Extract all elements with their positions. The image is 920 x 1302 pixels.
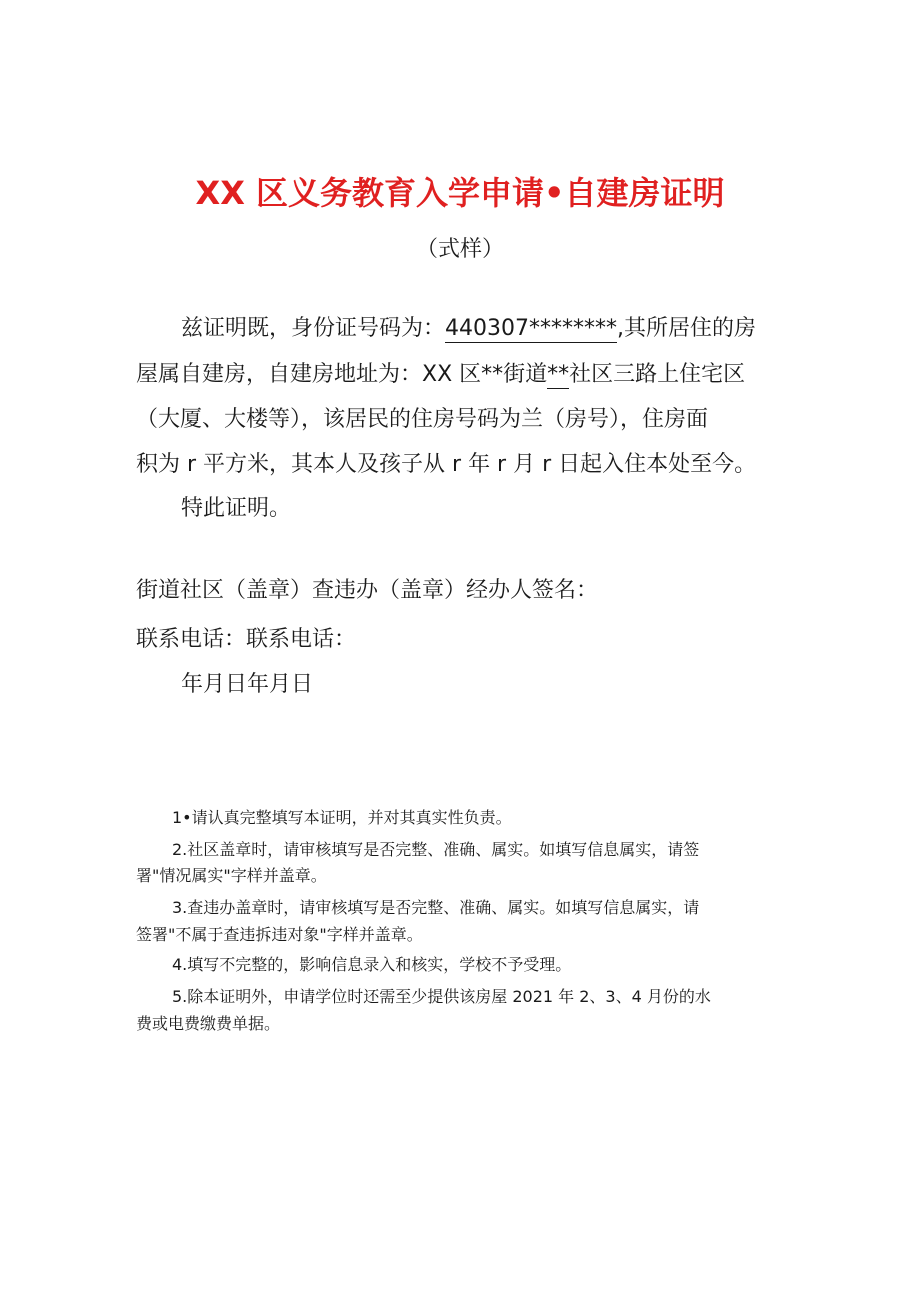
phone-line: 联系电话：联系电话： [136, 627, 357, 652]
certificate-line-1 [181, 314, 841, 344]
note-1: 1•请认真完整填写本证明，并对其真实性负责。 [172, 808, 512, 827]
note-3: 3.查违办盖章时，请审核填写是否完整、准确、属实。如填写信息属实，请 [172, 898, 700, 917]
certificate-text: 社区三路上住宅区 [569, 362, 746, 387]
date-line: 年月日年月日 [181, 672, 314, 697]
signature-line: 街道社区（盖章）查违办（盖章）经办人签名： [136, 578, 599, 603]
note-3-continued: 签署"不属于查违拆违对象"字样并盖章。 [136, 925, 423, 944]
note-2: 2.社区盖章时，请审核填写是否完整、准确、属实。如填写信息属实，请签 [172, 840, 700, 859]
note-5: 5.除本证明外，申请学位时还需至少提供该房屋 2021 年 2、3、4 月份的水 [172, 987, 711, 1006]
certificate-closing: 特此证明。 [181, 496, 292, 521]
certificate-line-3: （大厦、大楼等），该居民的住房号码为兰（房号），住房面 [136, 407, 709, 432]
note-5-continued: 费或电费缴费单据。 [136, 1014, 281, 1033]
certificate-line-2 [136, 360, 796, 390]
certificate-text: 兹证明既，身份证号码为： [181, 316, 446, 341]
document-subtitle: （式样） [415, 237, 504, 262]
note-2-continued: 署"情况属实"字样并盖章。 [136, 866, 327, 885]
street-field: ** [547, 362, 570, 387]
certificate-text: ,其所居住的房 [617, 316, 756, 341]
id-number-field: 440307******** [445, 316, 617, 341]
document-title: XX 区义务教育入学申请•自建房证明 [195, 174, 725, 212]
note-4: 4.填写不完整的，影响信息录入和核实，学校不予受理。 [172, 955, 572, 974]
certificate-text: 屋属自建房，自建房地址为：XX 区**街道 [136, 362, 548, 387]
certificate-line-4: 积为 r 平方米，其本人及孩子从 r 年 r 月 r 日起入住本处至今。 [136, 452, 757, 477]
